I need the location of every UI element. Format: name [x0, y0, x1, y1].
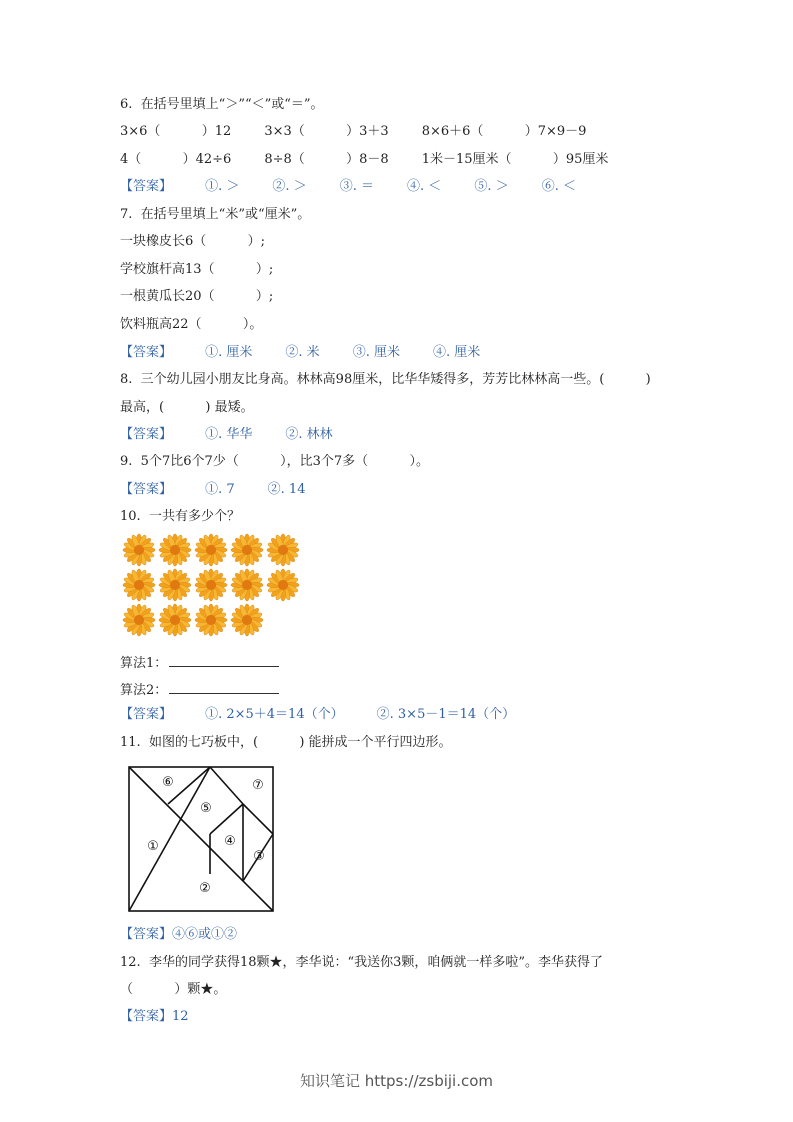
method-1-label: 算法1： [120, 656, 168, 671]
piece-2-label: ② [199, 881, 211, 896]
answer-tag: 【答案】 [120, 345, 173, 360]
q11-answer [120, 926, 237, 944]
tangram-figure [126, 764, 276, 914]
q7-line-1: 一块橡皮长6（ ）; [120, 234, 265, 249]
method-1-blank [169, 653, 279, 667]
tangram-edge-e [243, 804, 273, 834]
q11-answer-text: ④⑥或①② [172, 927, 238, 942]
q8-answer-text: ①. 华华 ②. 林林 [172, 427, 333, 442]
flower-icon [230, 603, 264, 637]
q7-line-4: 饮料瓶高22（ ）。 [120, 317, 263, 332]
flower-row [122, 533, 312, 567]
q6-row2: 4（ ）42÷6 8÷8（ ）8－8 1米－15厘米（ ）95厘米 [120, 152, 609, 167]
q12-line-2: （ ）颗★。 [120, 982, 227, 997]
tangram-edge-b [168, 767, 210, 804]
answer-tag: 【答案】 [120, 482, 173, 497]
q6-row1: 3×6（ ）12 3×3（ ）3＋3 8×6＋6（ ）7×9－9 [120, 124, 587, 139]
q11-title: 11. 如图的七巧板中，( ) 能拼成一个平行四边形。 [120, 735, 452, 750]
q12-line-1: 12. 李华的同学获得18颗★，李华说：“我送你3颗，咱俩就一样多啦”。李华获得了 [120, 955, 604, 970]
flower-icon [266, 533, 300, 567]
q6-answer [120, 178, 576, 196]
piece-4-label: ④ [224, 834, 236, 849]
piece-3-label: ③ [253, 849, 265, 864]
answer-tag: 【答案】 [120, 427, 173, 442]
flower-icon [122, 603, 156, 637]
q10-answer [120, 706, 515, 724]
flower-icon [194, 533, 228, 567]
flower-icon [158, 603, 192, 637]
answer-tag: 【答案】 [120, 927, 173, 942]
q12-answer [120, 1008, 189, 1026]
flower-icon [158, 533, 192, 567]
q9-answer [120, 481, 305, 499]
flower-row [122, 568, 312, 602]
method-2-blank [169, 680, 279, 694]
q7-title: 7. 在括号里填上“米”或“厘米”。 [120, 207, 311, 222]
q6-title: 6. 在括号里填上“＞”“＜”或“＝”。 [120, 97, 324, 112]
q9-answer-text: ①. 7 ②. 14 [172, 482, 306, 497]
q7-answer [120, 344, 480, 362]
q8-line-2: 最高，( ) 最矮。 [120, 400, 254, 415]
q10-method-1 [120, 653, 279, 673]
q8-answer [120, 426, 333, 444]
flower-row [122, 603, 312, 637]
q7-line-2: 学校旗杆高13（ ）; [120, 262, 274, 277]
method-2-label: 算法2： [120, 683, 168, 698]
piece-5-label: ⑤ [200, 801, 212, 816]
q8-line-1: 8. 三个幼儿园小朋友比身高。林林高98厘米，比华华矮得多，芳芳比林林高一些。( ) [120, 372, 651, 387]
flower-icon [230, 533, 264, 567]
flower-icon [266, 568, 300, 602]
flower-icon [122, 568, 156, 602]
q7-answer-text: ①. 厘米 ②. 米 ③. 厘米 ④. 厘米 [172, 345, 481, 360]
piece-7-label: ⑦ [252, 778, 264, 793]
q10-method-2 [120, 680, 279, 700]
q10-answer-text: ①. 2×5＋4＝14（个） ②. 3×5－1＝14（个） [172, 707, 516, 722]
q10-title: 10. 一共有多少个？ [120, 509, 240, 524]
flower-picture [122, 533, 312, 638]
flower-icon [158, 568, 192, 602]
answer-tag: 【答案】 [120, 1009, 173, 1024]
q9-title: 9. 5个7比6个7少（ ），比3个7多（ ）。 [120, 454, 429, 469]
q12-answer-text: 12 [172, 1009, 189, 1024]
tangram-edge-c [210, 767, 243, 804]
flower-icon [122, 533, 156, 567]
tangram-edge-f [210, 804, 243, 834]
q7-line-3: 一根黄瓜长20（ ）; [120, 289, 274, 304]
flower-icon [194, 568, 228, 602]
piece-6-label: ⑥ [162, 775, 174, 790]
q6-answer-text: ①. ＞ ②. ＞ ③. ＝ ④. ＜ ⑤. ＞ ⑥. ＜ [172, 179, 576, 194]
answer-tag: 【答案】 [120, 179, 173, 194]
flower-icon [230, 568, 264, 602]
footer-watermark: 知识笔记 https://zsbiji.com [299, 1072, 494, 1090]
flower-icon [194, 603, 228, 637]
piece-1-label: ① [147, 839, 159, 854]
answer-tag: 【答案】 [120, 707, 173, 722]
